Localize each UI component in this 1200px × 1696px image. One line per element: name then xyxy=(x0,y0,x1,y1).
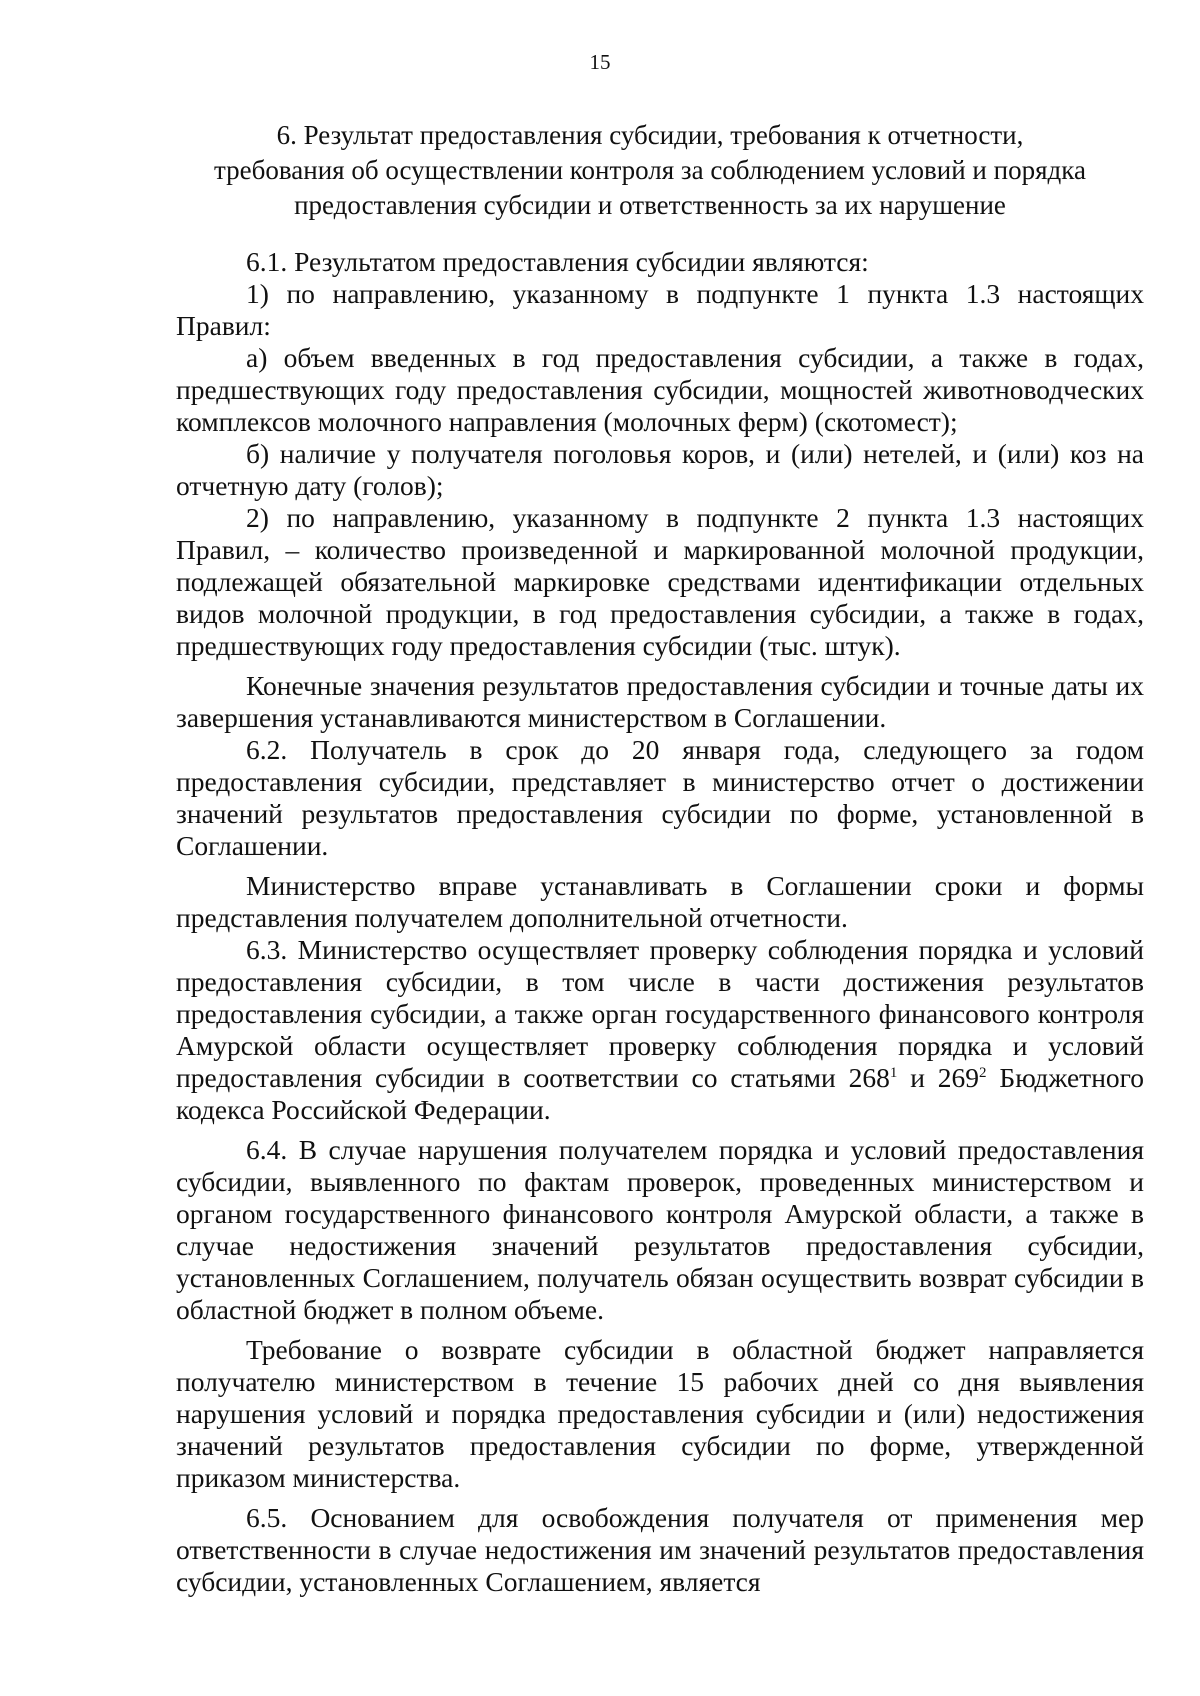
heading-line-3: предоставления субсидии и ответственность за их нарушение xyxy=(294,190,1006,220)
paragraph-final-values: Конечные значения результатов предоставления субсидии и точные даты их завершения устанавливаются министерством в Соглашении. xyxy=(176,670,1144,733)
heading-line-2: требования об осуществлении контроля за соблюдением условий и порядка xyxy=(214,155,1086,185)
paragraph-item-a: а) объем введенных в год предоставления субсидии, а также в годах, предшествующих году предоставления субсидии, мощностей животноводческих комплексов молочного направления (молочных ферм) (скотомест); xyxy=(176,342,1144,437)
paragraph-6-3-text-mid: и 269 xyxy=(897,1062,980,1093)
paragraph-6-3-text-end: Бюджетного кодекса Российской Федерации. xyxy=(176,1062,1145,1125)
document-body xyxy=(176,246,1144,1598)
paragraph-item-b: б) наличие у получателя поголовья коров, и (или) нетелей, и (или) коз на отчетную дату (голов); xyxy=(176,438,1144,501)
paragraph-6-5: 6.5. Основанием для освобождения получателя от применения мер ответственности в случае недостижения им значений результатов предоставления субсидии, установленных Соглашением, является xyxy=(176,1502,1144,1597)
paragraph-item-1: 1) по направлению, указанному в подпункте 1 пункта 1.3 настоящих Правил: xyxy=(176,278,1144,341)
footnote-mark-2: 2 xyxy=(979,1064,987,1081)
paragraph-6-2: 6.2. Получатель в срок до 20 января года, следующего за годом предоставления субсидии, представляет в министерство отчет о достижении значений результатов предоставления субсидии по форме, установленной в Соглашении. xyxy=(176,734,1144,861)
paragraph-item-2: 2) по направлению, указанному в подпункте 2 пункта 1.3 настоящих Правил, – количество произведенной и маркированной молочной продукции, подлежащей обязательной маркировке средствами идентификации отдельных видов молочной продукции, в год предоставления субсидии, а также в годах, предшествующих году предоставления субсидии (тыс. штук). xyxy=(176,502,1144,661)
footnote-mark-1: 1 xyxy=(889,1064,898,1081)
paragraph-additional-reporting: Министерство вправе устанавливать в Соглашении сроки и формы представления получателем дополнительной отчетности. xyxy=(176,870,1144,933)
paragraph-6-1: 6.1. Результатом предоставления субсидии являются: xyxy=(246,246,869,277)
paragraph-6-3 xyxy=(176,934,1144,1126)
paragraph-6-4: 6.4. В случае нарушения получателем порядка и условий предоставления субсидии, выявленного по фактам проверок, проведенных министерством и органом государственного финансового контроля Амурской области, а также в случае недостижения значений результатов предоставления субсидии, установленных Соглашением, получатель обязан осуществить возврат субсидии в областной бюджет в полном объеме. xyxy=(176,1134,1144,1325)
paragraph-return-requirement: Требование о возврате субсидии в областной бюджет направляется получателю министерством в течение 15 рабочих дней со дня выявления нарушения условий и порядка предоставления субсидии и (или) недостижения значений результатов предоставления субсидии по форме, утвержденной приказом министерства. xyxy=(176,1334,1144,1493)
section-heading xyxy=(190,118,1110,223)
page-number: 15 xyxy=(589,50,611,74)
heading-line-1: 6. Результат предоставления субсидии, требования к отчетности, xyxy=(276,120,1024,150)
paragraph-6-3-text: 6.3. Министерство осуществляет проверку соблюдения порядка и условий предоставления субсидии, в том числе в части достижения результатов предоставления субсидии, а также орган государственного финансового контроля Амурской области осуществляет проверку соблюдения порядка и условий предоставления субсидии в соответствии со статьями 268 xyxy=(176,934,1144,1093)
